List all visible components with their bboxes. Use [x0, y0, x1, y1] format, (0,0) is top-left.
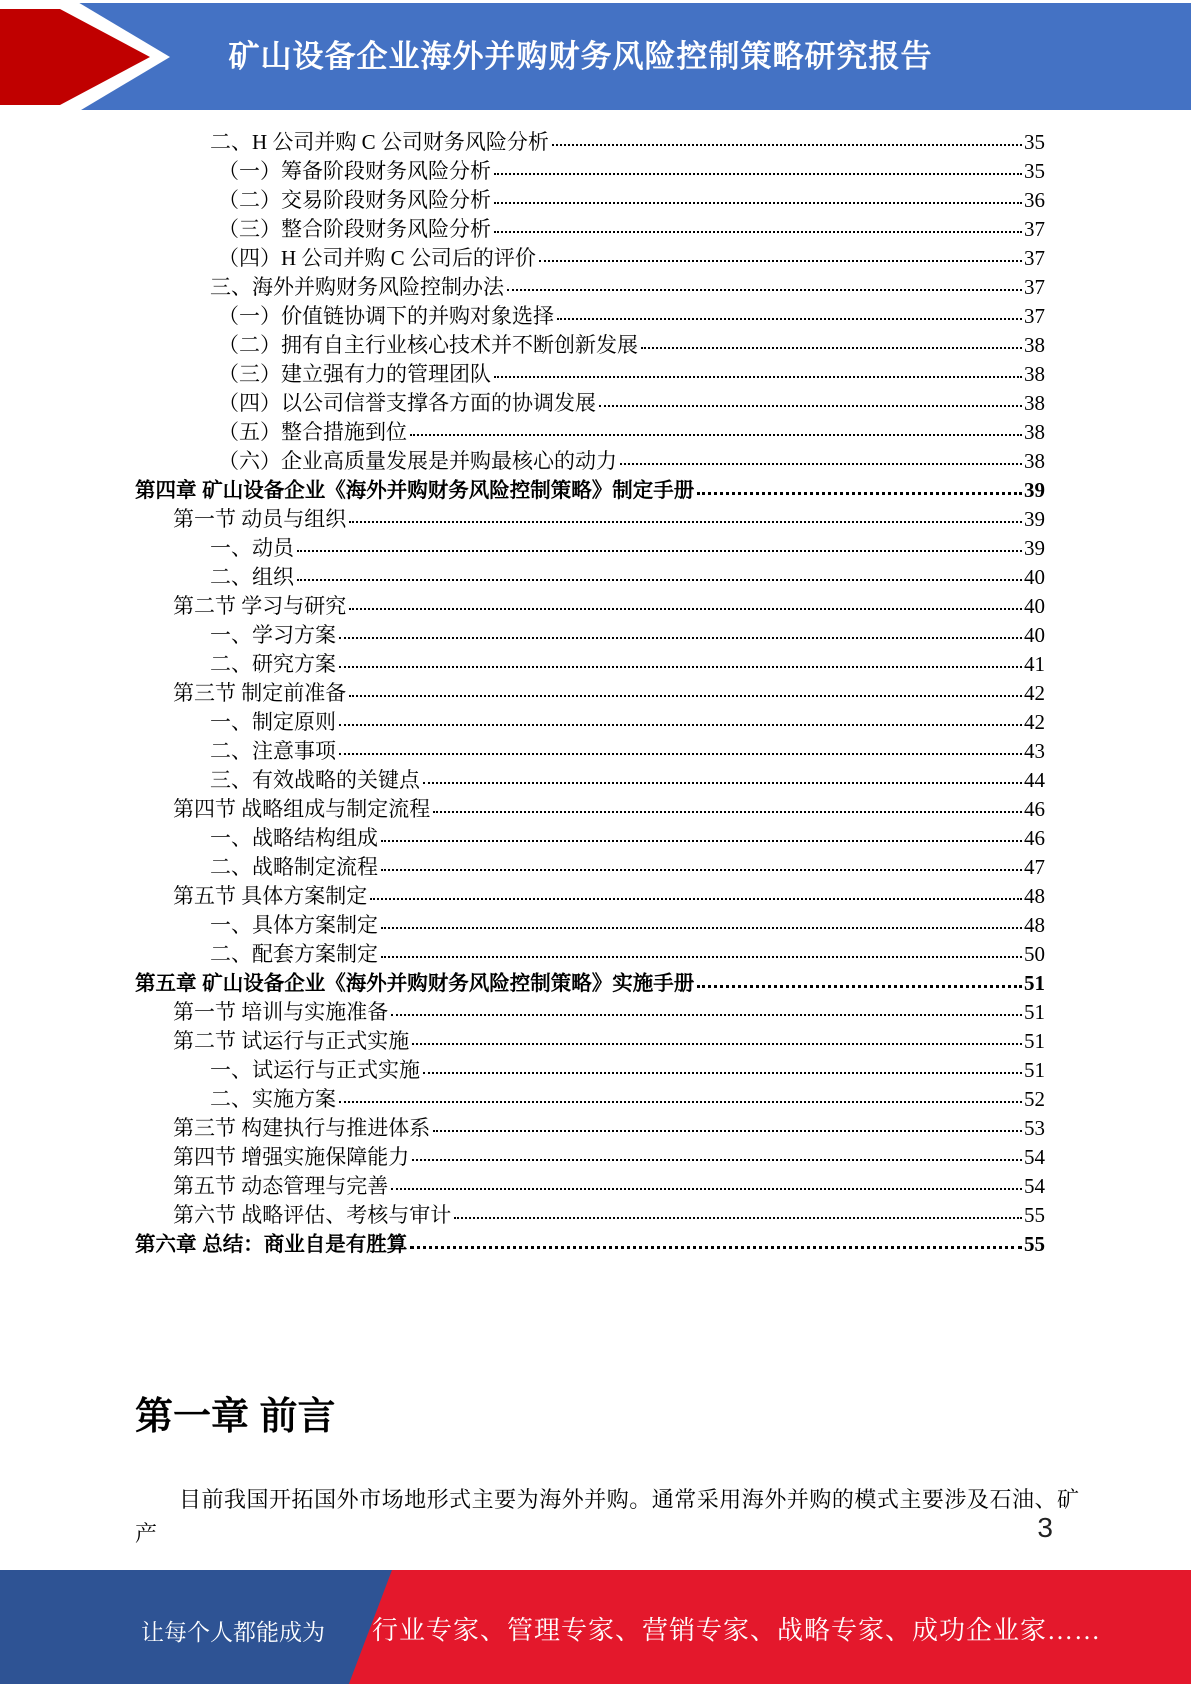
toc-entry-title: 第五节 具体方案制定	[173, 884, 368, 908]
toc-entry-title: 第四节 战略组成与制定流程	[173, 797, 431, 821]
dot-leader	[433, 1130, 1022, 1132]
toc-entry[interactable]	[135, 1230, 1045, 1259]
dot-leader	[454, 1217, 1022, 1219]
toc-entry-page: 38	[1024, 333, 1045, 357]
dot-leader	[391, 1014, 1022, 1016]
toc-entry[interactable]	[135, 1143, 1045, 1172]
toc-entry-title: （六）企业高质量发展是并购最核心的动力	[218, 449, 617, 473]
toc-entry[interactable]	[135, 766, 1045, 795]
toc-entry-title: （一）价值链协调下的并购对象选择	[218, 304, 554, 328]
dot-leader	[381, 840, 1022, 842]
toc-entry-title: 第四节 增强实施保障能力	[173, 1145, 410, 1169]
toc-entry-page: 39	[1024, 536, 1045, 560]
toc-entry[interactable]	[135, 418, 1045, 447]
toc-entry-page: 37	[1024, 275, 1045, 299]
dot-leader	[412, 1159, 1022, 1161]
dot-leader	[349, 608, 1022, 610]
report-title: 矿山设备企业海外并购财务风险控制策略研究报告	[228, 38, 933, 74]
toc-entry-title: （四）以公司信誉支撑各方面的协调发展	[218, 391, 596, 415]
dot-leader	[433, 811, 1022, 813]
toc-entry-page: 54	[1024, 1145, 1045, 1169]
toc-entry-page: 53	[1024, 1116, 1045, 1140]
toc-entry-title: 二、战略制定流程	[210, 855, 378, 879]
toc-entry-title: 第五节 动态管理与完善	[173, 1174, 389, 1198]
dot-leader	[552, 144, 1022, 146]
dot-leader	[539, 260, 1022, 262]
dot-leader	[697, 492, 1022, 495]
toc-entry[interactable]	[135, 592, 1045, 621]
toc-entry[interactable]	[135, 302, 1045, 331]
dot-leader	[494, 173, 1022, 175]
toc-entry-page: 48	[1024, 913, 1045, 937]
toc-entry[interactable]	[135, 708, 1045, 737]
toc-entry-title: （二）交易阶段财务风险分析	[218, 188, 491, 212]
toc-entry[interactable]	[135, 737, 1045, 766]
page-footer	[0, 1570, 1191, 1684]
dot-leader	[507, 289, 1022, 291]
dot-leader	[494, 376, 1022, 378]
toc-entry[interactable]	[135, 853, 1045, 882]
toc-entry-page: 40	[1024, 565, 1045, 589]
toc-entry-title: （三）建立强有力的管理团队	[218, 362, 491, 386]
toc-entry-title: 第一节 动员与组织	[173, 507, 347, 531]
toc-entry[interactable]	[135, 505, 1045, 534]
toc-entry-page: 52	[1024, 1087, 1045, 1111]
toc-entry-title: 第三节 制定前准备	[173, 681, 347, 705]
toc-entry-page: 51	[1024, 1000, 1045, 1024]
toc-entry[interactable]	[135, 969, 1045, 998]
toc-entry-title: 一、战略结构组成	[210, 826, 378, 850]
toc-entry-title: 二、配套方案制定	[210, 942, 378, 966]
dot-leader	[697, 985, 1022, 988]
toc-entry[interactable]	[135, 273, 1045, 302]
toc-entry-page: 41	[1024, 652, 1045, 676]
toc-entry-page: 46	[1024, 826, 1045, 850]
toc-entry-title: 第二节 试运行与正式实施	[173, 1029, 410, 1053]
body-paragraph: 目前我国开拓国外市场地形式主要为海外并购。通常采用海外并购的模式主要涉及石油、矿产	[135, 1487, 1079, 1546]
toc-entry-page: 37	[1024, 246, 1045, 270]
dot-leader	[370, 898, 1022, 900]
dot-leader	[339, 724, 1022, 726]
dot-leader	[381, 956, 1022, 958]
toc-entry-page: 51	[1024, 1029, 1045, 1053]
toc-entry[interactable]	[135, 157, 1045, 186]
toc-entry-title: 第五章 矿山设备企业《海外并购财务风险控制策略》实施手册	[135, 972, 695, 995]
toc-entry[interactable]	[135, 795, 1045, 824]
toc-entry-title: （四）H 公司并购 C 公司后的评价	[218, 246, 536, 270]
toc-entry-page: 38	[1024, 449, 1045, 473]
toc-entry[interactable]	[135, 244, 1045, 273]
page-header	[0, 3, 1191, 110]
toc-entry[interactable]	[135, 128, 1045, 157]
toc-entry-page: 38	[1024, 362, 1045, 386]
toc-entry[interactable]	[135, 215, 1045, 244]
toc-entry-page: 51	[1024, 1058, 1045, 1082]
toc-entry-title: 二、注意事项	[210, 739, 336, 763]
dot-leader	[620, 463, 1022, 465]
toc-entry-page: 42	[1024, 710, 1045, 734]
toc-entry-title: （二）拥有自主行业核心技术并不断创新发展	[218, 333, 638, 357]
dot-leader	[391, 1188, 1022, 1190]
toc-entry[interactable]	[135, 447, 1045, 476]
toc-entry-title: 三、有效战略的关键点	[210, 768, 420, 792]
toc-entry-title: 一、学习方案	[210, 623, 336, 647]
toc-entry[interactable]	[135, 911, 1045, 940]
toc-entry[interactable]	[135, 621, 1045, 650]
dot-leader	[599, 405, 1022, 407]
dot-leader	[423, 1072, 1022, 1074]
toc-entry[interactable]	[135, 534, 1045, 563]
toc-entry-title: 二、研究方案	[210, 652, 336, 676]
footer-slogan-left: 让每个人都能成为	[141, 1620, 325, 1645]
toc-entry-title: 第二节 学习与研究	[173, 594, 347, 618]
toc-entry-title: 一、动员	[210, 536, 294, 560]
dot-leader	[410, 1246, 1022, 1249]
toc-entry-page: 51	[1024, 971, 1045, 995]
dot-leader	[557, 318, 1022, 320]
toc-entry-page: 43	[1024, 739, 1045, 763]
toc-entry[interactable]	[135, 650, 1045, 679]
toc-entry[interactable]	[135, 1027, 1045, 1056]
toc-entry-page: 50	[1024, 942, 1045, 966]
dot-leader	[339, 666, 1022, 668]
dot-leader	[410, 434, 1022, 436]
footer-slogan-right: 行业专家、管理专家、营销专家、战略专家、成功企业家……	[372, 1616, 1102, 1645]
toc-entry-title: 第三节 构建执行与推进体系	[173, 1116, 431, 1140]
toc-entry-page: 47	[1024, 855, 1045, 879]
toc-entry-page: 37	[1024, 304, 1045, 328]
dot-leader	[349, 695, 1022, 697]
toc-entry[interactable]	[135, 1172, 1045, 1201]
toc-entry-title: 一、制定原则	[210, 710, 336, 734]
toc-entry[interactable]	[135, 1085, 1045, 1114]
dot-leader	[381, 869, 1022, 871]
dot-leader	[349, 521, 1022, 523]
red-arrow-icon	[0, 9, 150, 105]
dot-leader	[297, 550, 1022, 552]
toc-entry[interactable]	[135, 1056, 1045, 1085]
toc-entry-title: 三、海外并购财务风险控制办法	[210, 275, 504, 299]
toc-entry[interactable]	[135, 476, 1045, 505]
toc-entry-page: 40	[1024, 594, 1045, 618]
toc-entry-page: 48	[1024, 884, 1045, 908]
toc-entry-page: 38	[1024, 391, 1045, 415]
toc-entry-title: （三）整合阶段财务风险分析	[218, 217, 491, 241]
toc-entry-title: 一、具体方案制定	[210, 913, 378, 937]
toc-entry[interactable]	[135, 824, 1045, 853]
toc-entry[interactable]	[135, 563, 1045, 592]
toc-entry-title: 第四章 矿山设备企业《海外并购财务风险控制策略》制定手册	[135, 479, 695, 502]
toc-entry-page: 55	[1024, 1203, 1045, 1227]
dot-leader	[412, 1043, 1022, 1045]
toc-entry[interactable]	[135, 1114, 1045, 1143]
toc-entry-page: 54	[1024, 1174, 1045, 1198]
toc-entry[interactable]	[135, 186, 1045, 215]
dot-leader	[297, 579, 1022, 581]
toc-entry-title: 第一节 培训与实施准备	[173, 1000, 389, 1024]
dot-leader	[423, 782, 1022, 784]
toc-entry-title: 第六章 总结：商业自是有胜算	[135, 1233, 408, 1256]
toc-entry[interactable]	[135, 331, 1045, 360]
toc-entry-page: 40	[1024, 623, 1045, 647]
toc-entry-page: 38	[1024, 420, 1045, 444]
dot-leader	[641, 347, 1022, 349]
toc-entry-page: 39	[1024, 478, 1045, 502]
toc-entry-title: 第六节 战略评估、考核与审计	[173, 1203, 452, 1227]
table-of-contents	[135, 128, 1045, 1259]
toc-entry-title: （五）整合措施到位	[218, 420, 407, 444]
toc-entry[interactable]	[135, 389, 1045, 418]
dot-leader	[339, 753, 1022, 755]
toc-entry-title: 二、组织	[210, 565, 294, 589]
dot-leader	[494, 231, 1022, 233]
toc-entry-page: 55	[1024, 1232, 1045, 1256]
toc-entry-page: 35	[1024, 159, 1045, 183]
toc-entry[interactable]	[135, 360, 1045, 389]
toc-entry-page: 36	[1024, 188, 1045, 212]
toc-entry-page: 35	[1024, 130, 1045, 154]
toc-entry[interactable]	[135, 679, 1045, 708]
toc-entry-title: 一、试运行与正式实施	[210, 1058, 420, 1082]
toc-entry[interactable]	[135, 1201, 1045, 1230]
toc-entry-page: 44	[1024, 768, 1045, 792]
dot-leader	[494, 202, 1022, 204]
toc-entry-page: 46	[1024, 797, 1045, 821]
toc-entry-title: 二、H 公司并购 C 公司财务风险分析	[210, 130, 549, 154]
chapter-heading: 第一章 前言	[135, 1396, 336, 1438]
dot-leader	[339, 1101, 1022, 1103]
page-number: 3	[1037, 1512, 1053, 1543]
toc-entry-page: 42	[1024, 681, 1045, 705]
dot-leader	[381, 927, 1022, 929]
dot-leader	[339, 637, 1022, 639]
toc-entry-page: 39	[1024, 507, 1045, 531]
toc-entry-title: 二、实施方案	[210, 1087, 336, 1111]
toc-entry-title: （一）筹备阶段财务风险分析	[218, 159, 491, 183]
toc-entry[interactable]	[135, 998, 1045, 1027]
toc-entry[interactable]	[135, 882, 1045, 911]
toc-entry[interactable]	[135, 940, 1045, 969]
toc-entry-page: 37	[1024, 217, 1045, 241]
